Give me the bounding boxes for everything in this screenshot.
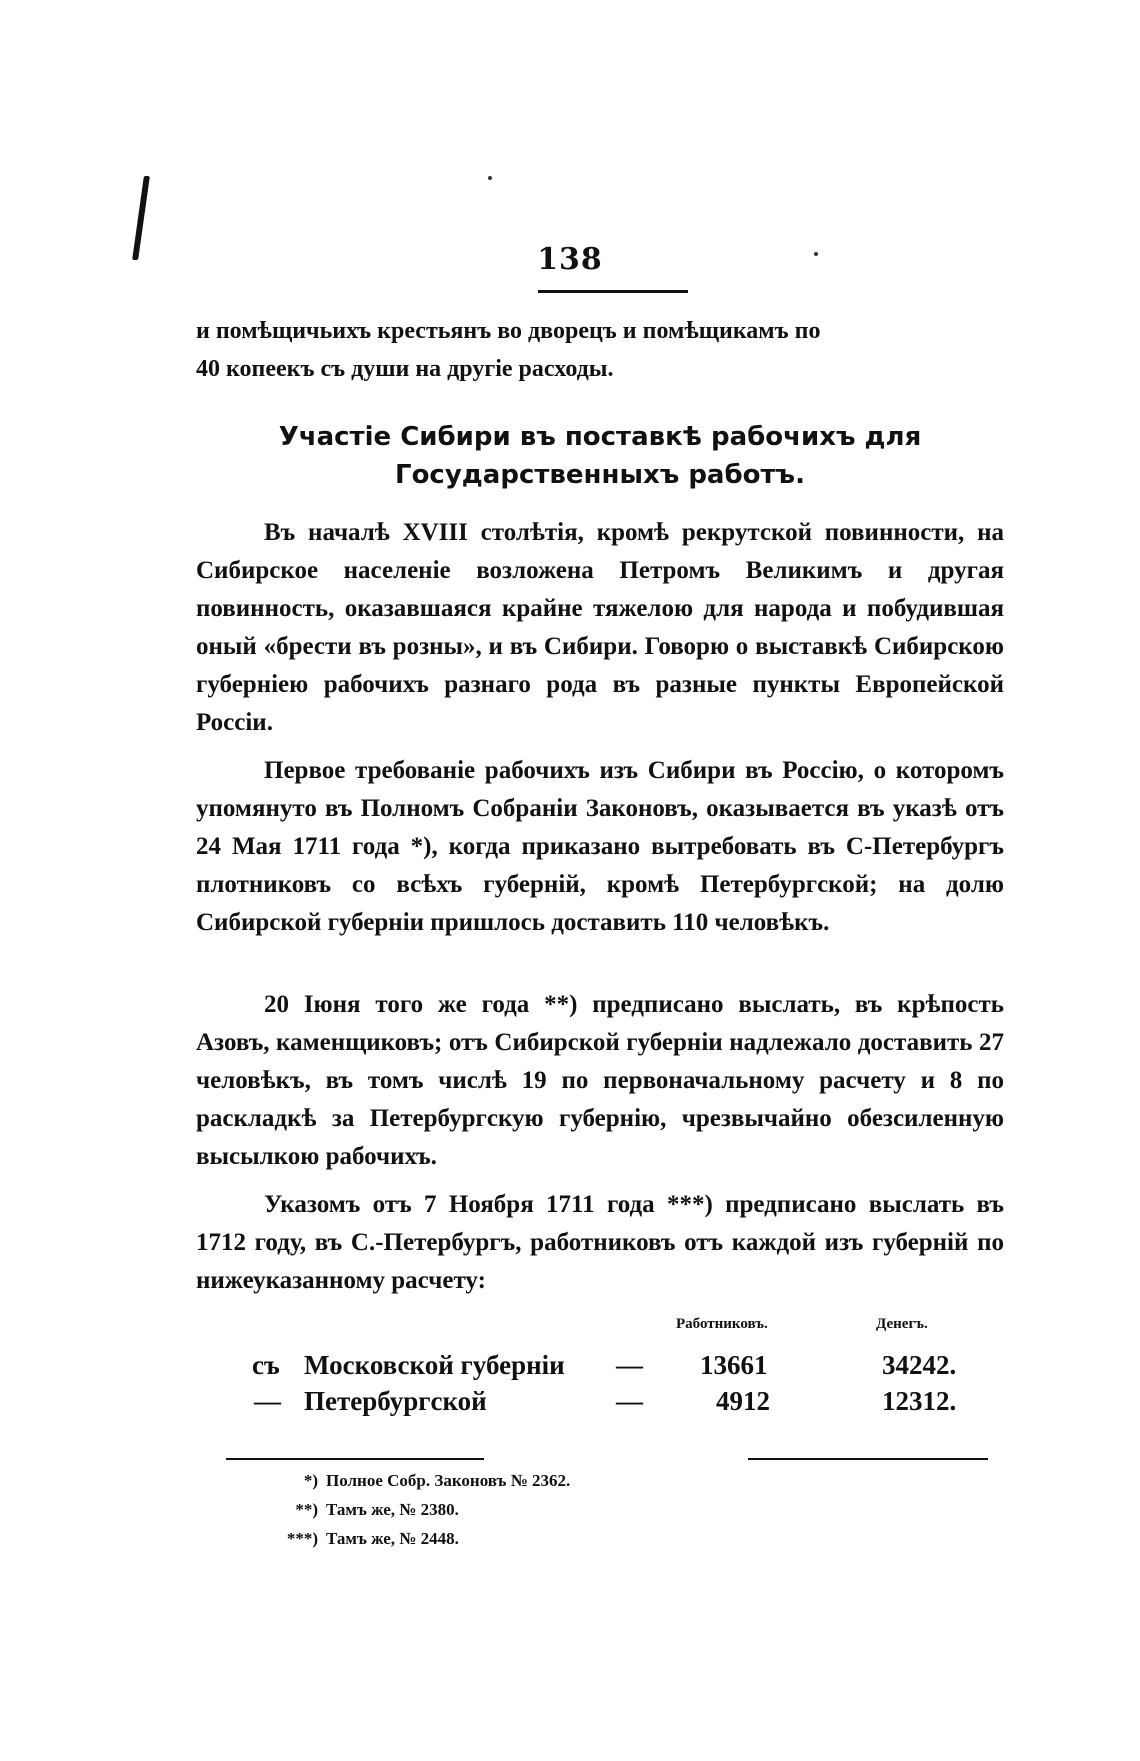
intro-line: 40 копеекъ съ души на другіе расходы.: [196, 356, 614, 382]
paragraph-1: [196, 514, 1004, 742]
footnote: [278, 1495, 678, 1524]
page-number-rule: [538, 290, 688, 293]
row-money: 34242.: [882, 1350, 957, 1380]
intro-line: и помѣщичьихъ крестьянъ во дворецъ и помѣщикамъ по: [196, 318, 821, 344]
row-dash: —: [616, 1386, 643, 1416]
section-heading: [196, 418, 1004, 494]
table-row: [196, 1386, 1004, 1422]
footnote-mark: ***): [286, 1529, 318, 1548]
footnote-rule: [226, 1458, 484, 1460]
paragraph-text: Въ началѣ XVIII столѣтія, кромѣ рекрутской повинности, на Сибирское населеніе возложена Петромъ Великимъ и другая повинность, оказавшаяся крайне тяжелою для народа и побудившая оный «брести въ розны», и въ Сибири. Говорю о выставкѣ Сибирскою губерніею рабочихъ разнаго рода въ разные пункты Европейской Россіи.: [196, 519, 1004, 736]
paragraph-text: Первое требованіе рабочихъ изъ Сибири въ Россію, о которомъ упомянуто въ Полномъ Собраніи Законовъ, оказывается въ указѣ отъ 24 Мая 1711 года *), когда приказано вытребовать въ С-Петербургъ плотниковъ со всѣхъ губерній, кромѣ Петербургской; на долю Сибирской губерніи пришлось доставить 110 человѣкъ.: [196, 757, 1004, 936]
money-column-header: Денегъ.: [876, 1316, 928, 1332]
footnote-text: Тамъ же, № 2448.: [326, 1529, 459, 1548]
intro-text: [196, 312, 1004, 388]
row-prefix: —: [254, 1386, 281, 1416]
paragraph-4: [196, 1186, 1004, 1300]
section-heading-line-1: Участіе Сибири въ поставкѣ рабочихъ для: [278, 422, 922, 452]
row-name: Московской губерніи: [304, 1350, 565, 1380]
footnote-mark: **): [295, 1500, 318, 1519]
footnotes: [278, 1466, 678, 1553]
section-heading-line-2: Государственныхъ работъ.: [395, 460, 805, 490]
footnote-text: Полное Собр. Законовъ № 2362.: [326, 1471, 571, 1490]
row-money: 12312.: [882, 1386, 957, 1416]
footnote: [278, 1524, 678, 1553]
footnote-mark: *): [303, 1471, 318, 1490]
row-workers: 4912: [716, 1386, 770, 1416]
paragraph-text: Указомъ отъ 7 Ноября 1711 года ***) предписано выслать въ 1712 году, въ С.-Петербургъ, работниковъ отъ каждой изъ губерній по нижеуказанному расчету:: [196, 1191, 1004, 1294]
footnote-rule-right: [748, 1458, 988, 1460]
workers-column-header: Работниковъ.: [676, 1316, 768, 1332]
row-dash: —: [616, 1350, 643, 1380]
footnote: [278, 1466, 678, 1495]
paragraph-text: 20 Іюня того же года **) предписано выслать, въ крѣпость Азовъ, каменщиковъ; отъ Сибирской губерніи надлежало доставить 27 человѣкъ, въ томъ числѣ 19 по первоначальному расчету и 8 по раскладкѣ за Петербургскую губернію, чрезвычайно обезсиленную высылкою рабочихъ.: [196, 991, 1004, 1170]
table-header-row: [196, 1316, 1004, 1340]
footnote-text: Тамъ же, № 2380.: [326, 1500, 459, 1519]
page-number: 138: [537, 242, 603, 277]
row-prefix: съ: [252, 1350, 280, 1380]
speck: [488, 176, 492, 180]
row-workers: 13661: [700, 1350, 768, 1380]
table-row: [196, 1350, 1004, 1386]
row-name: Петербургской: [304, 1386, 487, 1416]
paragraph-3: [196, 986, 1004, 1176]
paragraph-2: [196, 752, 1004, 942]
